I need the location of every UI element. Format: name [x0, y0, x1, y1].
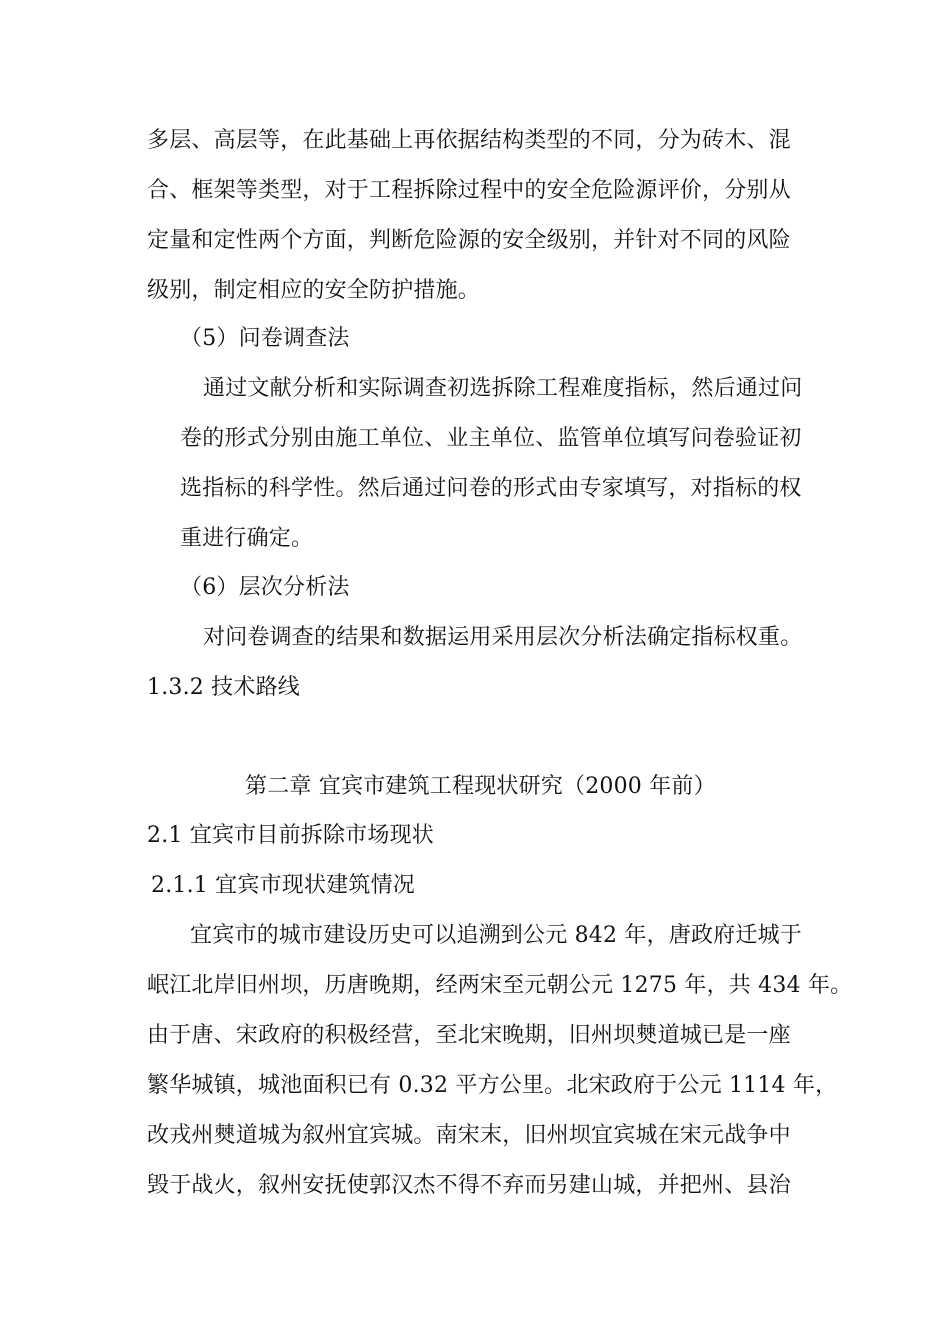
paragraph-line: 多层、高层等，在此基础上再依据结构类型的不同，分为砖木、混	[147, 128, 791, 153]
paragraph-line: 改戎州僰道城为叙州宜宾城。南宋末，旧州坝宜宾城在宋元战争中	[147, 1123, 791, 1148]
paragraph-line: 繁华城镇，城池面积已有 0.32 平方公里。北宋政府于公元 1114 年，	[147, 1073, 838, 1098]
paragraph-line: 由于唐、宋政府的积极经营，至北宋晚期，旧州坝僰道城已是一座	[147, 1023, 791, 1048]
paragraph-line: 级别，制定相应的安全防护措施。	[147, 278, 481, 303]
paragraph-line: 毁于战火，叙州安抚使郭汉杰不得不弃而另建山城，并把州、县治	[147, 1173, 791, 1198]
subheading-ahp-method: （6）层次分析法	[180, 575, 350, 600]
paragraph-line: 卷的形式分别由施工单位、业主单位、监管单位填写问卷验证初	[180, 426, 802, 451]
paragraph-line: 宜宾市的城市建设历史可以追溯到公元 842 年，唐政府迁城于	[190, 923, 802, 948]
subheading-questionnaire-method: （5）问卷调查法	[180, 326, 350, 351]
section-heading-2-1-1: 2.1.1 宜宾市现状建筑情况	[151, 873, 415, 898]
paragraph-line: 定量和定性两个方面，判断危险源的安全级别，并针对不同的风险	[147, 228, 791, 253]
paragraph-line: 岷江北岸旧州坝，历唐晚期，经两宋至元朝公元 1275 年，共 434 年。	[147, 973, 853, 998]
paragraph-line: 选指标的科学性。然后通过问卷的形式由专家填写，对指标的权	[180, 476, 802, 501]
paragraph-line: 重进行确定。	[180, 526, 314, 551]
paragraph-line: 对问卷调查的结果和数据运用采用层次分析法确定指标权重。	[203, 625, 803, 650]
section-heading-1-3-2: 1.3.2 技术路线	[147, 675, 300, 700]
paragraph-line: 通过文献分析和实际调查初选拆除工程难度指标，然后通过问	[203, 376, 803, 401]
paragraph-line: 合、框架等类型，对于工程拆除过程中的安全危险源评价，分别从	[147, 178, 791, 203]
section-heading-2-1: 2.1 宜宾市目前拆除市场现状	[147, 823, 434, 848]
chapter-title: 第二章 宜宾市建筑工程现状研究（2000 年前）	[245, 774, 716, 799]
